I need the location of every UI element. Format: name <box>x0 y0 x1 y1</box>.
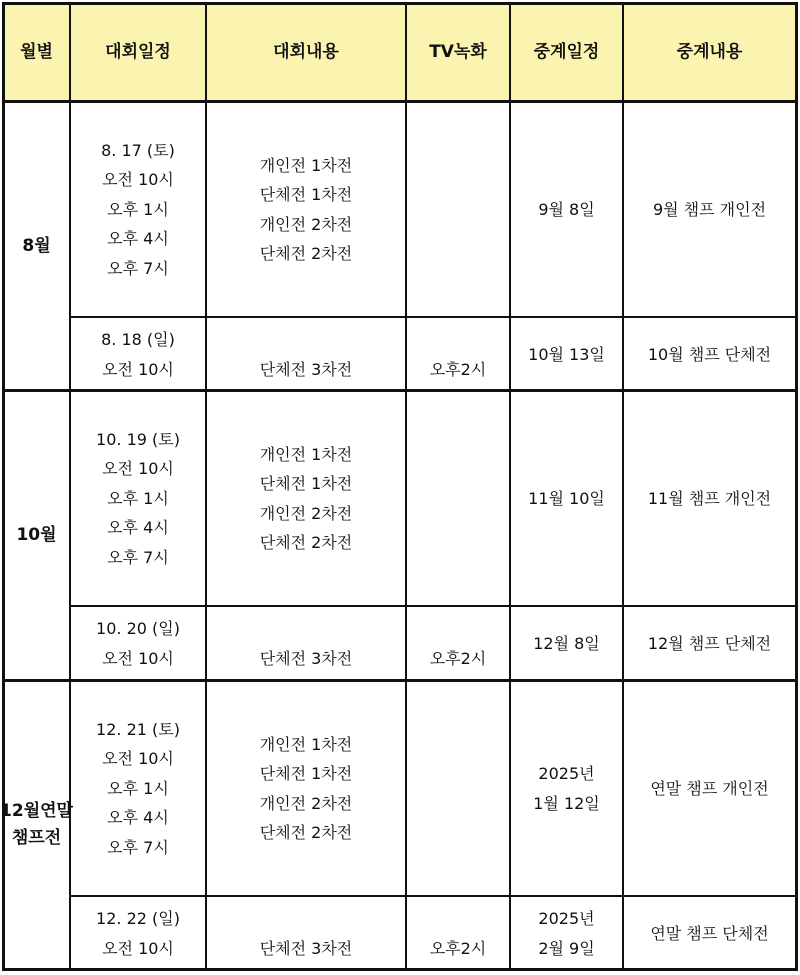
schedule-line: 8. 18 (일) <box>101 330 175 349</box>
broadcast-date-cell <box>511 608 622 679</box>
month-label <box>0 682 73 968</box>
header-broadcast-date <box>511 5 622 100</box>
schedule-line: 12. 21 (토) <box>96 719 180 739</box>
schedule-line: 오후 7시 <box>107 547 169 567</box>
broadcast-date-cell <box>511 319 622 390</box>
tv-cell <box>407 608 509 679</box>
header-broadcast-content <box>624 5 795 100</box>
broadcast-date-cell <box>511 898 622 969</box>
broadcast-content-cell <box>624 319 795 390</box>
schedule-line: 10. 19 (토) <box>96 429 180 449</box>
content-line: 개인전 1차전 <box>259 444 353 464</box>
content-line: 개인전 1차전 <box>259 734 353 754</box>
schedule-line: 오전 10시 <box>102 749 174 769</box>
header-label: 중계내용 <box>676 41 743 62</box>
broadcast-date-line: 11월 10일 <box>528 488 605 508</box>
schedule-line: 오후 4시 <box>107 808 169 828</box>
schedule-line: 오전 10시 <box>102 170 174 190</box>
content-cell <box>207 319 405 390</box>
content-line: 단체전 1차전 <box>259 764 353 783</box>
schedule-cell <box>71 682 205 895</box>
header-label: TV녹화 <box>429 41 487 62</box>
broadcast-date-line: 12월 8일 <box>533 633 600 653</box>
header-schedule <box>71 5 205 100</box>
broadcast-date-line: 2025년 <box>538 764 595 783</box>
schedule-line: 오전 10시 <box>102 648 174 668</box>
tv-cell <box>407 392 509 605</box>
broadcast-date-line: 2025년 <box>538 909 595 928</box>
schedule-line: 오후 1시 <box>107 778 169 798</box>
broadcast-date-cell <box>511 392 622 605</box>
month-label <box>4 103 69 389</box>
broadcast-content-text: 연말 챔프 개인전 <box>650 778 769 798</box>
tv-time: 오후2시 <box>429 648 487 668</box>
content-line: 단체전 1차전 <box>259 185 353 204</box>
content-cell <box>207 392 405 605</box>
row-divider <box>70 895 796 897</box>
schedule-line: 오전 10시 <box>102 359 174 379</box>
content-line: 개인전 2차전 <box>259 503 353 523</box>
border-right <box>795 2 798 971</box>
schedule-cell <box>71 392 205 605</box>
broadcast-date-line: 10월 13일 <box>528 344 605 364</box>
month-label-line: 12월연말 <box>0 801 73 821</box>
content-cell <box>207 103 405 316</box>
broadcast-date-cell <box>511 103 622 316</box>
schedule-line: 오후 1시 <box>107 199 169 219</box>
header-content <box>207 5 405 100</box>
schedule-line: 12. 22 (일) <box>96 909 180 928</box>
content-line: 단체전 3차전 <box>259 648 353 668</box>
schedule-cell <box>71 608 205 679</box>
broadcast-content-cell <box>624 103 795 316</box>
schedule-line: 오후 4시 <box>107 229 169 249</box>
tv-time: 오후2시 <box>429 359 487 379</box>
broadcast-content-text: 연말 챔프 단체전 <box>650 923 769 943</box>
broadcast-date-line: 9월 8일 <box>538 199 595 219</box>
month-label <box>4 392 69 679</box>
header-label: 대회일정 <box>105 41 171 62</box>
content-line: 개인전 2차전 <box>259 793 353 813</box>
tv-cell <box>407 103 509 316</box>
schedule-line: 10. 20 (일) <box>96 619 180 638</box>
header-month <box>4 5 69 100</box>
header-label: 대회내용 <box>273 41 339 62</box>
schedule-line: 오전 10시 <box>102 938 174 958</box>
schedule-cell <box>71 319 205 390</box>
content-line: 개인전 2차전 <box>259 214 353 234</box>
broadcast-content-cell <box>624 392 795 605</box>
content-line: 단체전 2차전 <box>259 533 353 552</box>
broadcast-content-text: 12월 챔프 단체전 <box>647 633 772 653</box>
header-label: 중계일정 <box>533 41 600 62</box>
content-line: 단체전 1차전 <box>259 474 353 493</box>
content-line: 단체전 2차전 <box>259 823 353 842</box>
broadcast-content-text: 11월 챔프 개인전 <box>647 488 772 508</box>
content-cell <box>207 608 405 679</box>
tv-cell <box>407 898 509 969</box>
broadcast-content-cell <box>624 898 795 969</box>
month-label-line: 챔프전 <box>11 828 62 848</box>
schedule-cell <box>71 103 205 316</box>
header-tv <box>407 5 509 100</box>
schedule-line: 오후 1시 <box>107 488 169 508</box>
content-line: 단체전 3차전 <box>259 359 353 379</box>
schedule-cell <box>71 898 205 969</box>
broadcast-date-cell <box>511 682 622 895</box>
content-line: 단체전 2차전 <box>259 244 353 263</box>
broadcast-date-line: 2월 9일 <box>538 938 595 958</box>
month-label-line: 10월 <box>16 525 57 545</box>
month-label-line: 8월 <box>22 235 51 256</box>
broadcast-content-cell <box>624 608 795 679</box>
schedule-line: 오후 7시 <box>107 837 169 857</box>
schedule-line: 오후 7시 <box>107 258 169 278</box>
row-divider <box>70 316 796 318</box>
content-cell <box>207 682 405 895</box>
content-line: 단체전 3차전 <box>259 938 353 958</box>
schedule-line: 8. 17 (토) <box>101 140 175 160</box>
schedule-line: 오전 10시 <box>102 459 174 479</box>
broadcast-content-cell <box>624 682 795 895</box>
tv-cell <box>407 682 509 895</box>
row-divider <box>70 605 796 607</box>
broadcast-content-text: 9월 챔프 개인전 <box>652 199 767 219</box>
content-cell <box>207 898 405 969</box>
broadcast-date-line: 1월 12일 <box>533 793 600 813</box>
schedule-line: 오후 4시 <box>107 518 169 538</box>
content-line: 개인전 1차전 <box>259 155 353 175</box>
header-label: 월별 <box>20 41 53 62</box>
tv-time: 오후2시 <box>429 938 487 958</box>
broadcast-content-text: 10월 챔프 단체전 <box>647 344 772 364</box>
tv-cell <box>407 319 509 390</box>
